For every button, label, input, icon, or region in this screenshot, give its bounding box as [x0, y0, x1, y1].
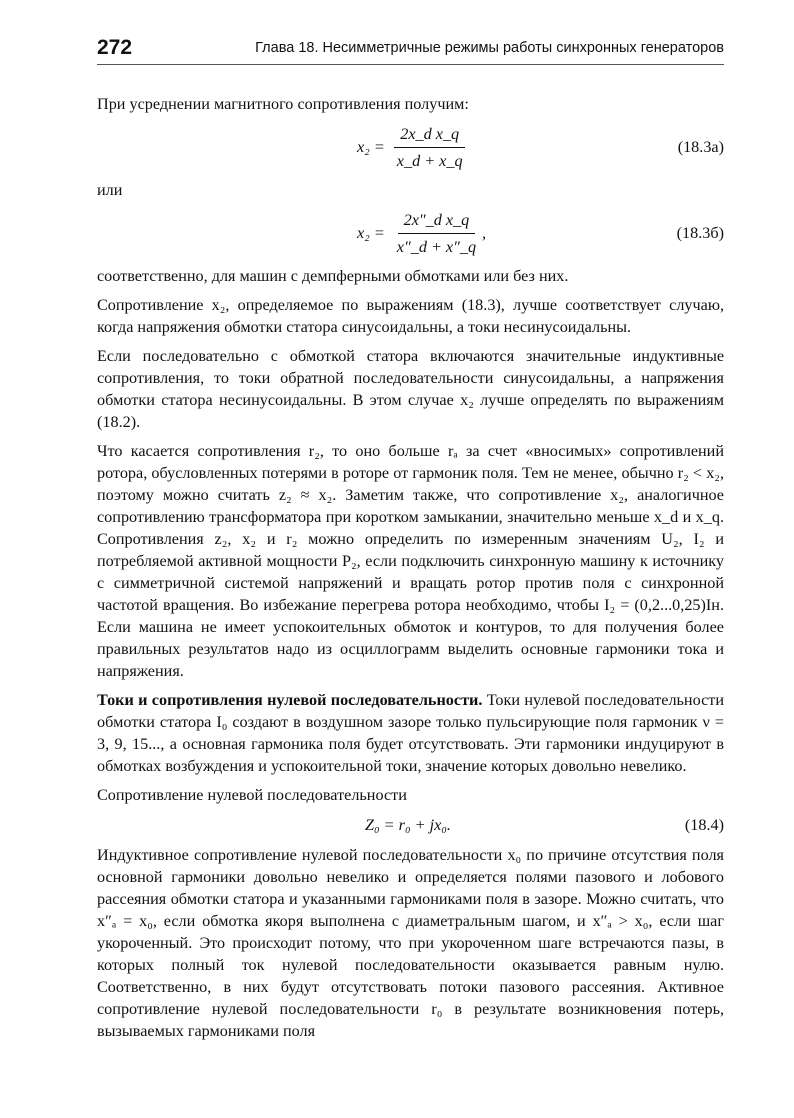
equation-18-3a-numerator: 2x_d x_q [394, 123, 465, 148]
paragraph-4: Что касается сопротивления r₂, то оно больше rₐ за счет «вносимых» сопротивлений ротора, обусловленных потерями в роторе от гармоник поля. Тем не менее, обычно r₂ < x₂, поэтому можно считать z₂ ≈ x₂. Заметим также, что сопротивление x₂, аналогичное сопротивлению трансформатора при коротком замыкании, значительно меньше x_d и x_q. Сопротивления z₂, x₂ и r₂ можно определить по измеренным значениям U₂, I₂ и потребляемой активной мощности P₂, если подключить синхронную машину к источнику с симметричной системой напряжений и вращать ротор против поля с синхронной частотой вращения. Во избежание перегрева ротора необходимо, чтобы I₂ = (0,2...0,25)Iн. Если машина не имеет успокоительных обмоток и контуров, то для получения более правильных результатов надо из осциллограмм выделить основные гармоники тока и напряжения. [97, 442, 724, 680]
paragraph-5-text: Токи нулевой последовательности обмотки статора I₀ создают в воздушном зазоре только пульсирующие поля гармоник ν = 3, 9, 15..., а основная гармоника поля будет отсутствовать. Эти гармоники индуцируют в обмотках возбуждения и успокоительной токи, значение которых довольно невелико. [97, 691, 725, 775]
equation-18-3a-denominator: x_d + x_q [396, 151, 463, 170]
paragraph-3: Если последовательно с обмоткой статора включаются значительные индуктивные сопротивления, то токи обратной последовательности синусоидальны, а напряжения обмотки статора несинусоидальны. В этом случае x₂ лучше определять по выражениям (18.2). [97, 347, 724, 431]
equation-18-3a-number: (18.3а) [677, 138, 724, 156]
equation-18-3b [97, 207, 724, 259]
paragraph-6: Сопротивление нулевой последовательности [97, 786, 407, 804]
equation-18-4-body: Z₀ = r₀ + jx₀. [365, 816, 451, 834]
page-number: 272 [97, 36, 133, 59]
paragraph-7: Индуктивное сопротивление нулевой последовательности x₀ по причине отсутствия поля основной гармоники довольно невелико и определяется полями пазового и лобового рассеяния обмотки статора и указанными гармониками поля в зазоре. Можно считать, что x″ₐ = x₀, если обмотка якоря выполнена с диаметральным шагом, и x″ₐ > x₀, если шаг укороченный. Это происходит потому, что при укороченном шаге встречаются пазы, в которых полный ток нулевой последовательности оказывается равным нулю. Соответственно, в них будут отсутствовать потоки пазового рассеяния. Активное сопротивление нулевой последовательности r₀ в результате возникновения потерь, вызываемых гармониками поля [97, 846, 724, 1040]
intro-paragraph: При усреднении магнитного сопротивления получим: [97, 95, 469, 113]
equation-18-3b-number: (18.3б) [676, 224, 724, 242]
equation-18-4 [97, 812, 724, 838]
equation-18-3b-numerator: 2x″_d x_q [398, 209, 476, 234]
section-heading: Токи и сопротивления нулевой последовательности. [97, 691, 483, 709]
or-word: или [97, 181, 123, 199]
paragraph-5 [97, 689, 724, 777]
page-body [97, 93, 724, 1049]
equation-18-3a-lhs: x₂ = [357, 138, 385, 156]
equation-18-3a-fraction [391, 123, 469, 172]
equation-18-3b-lhs: x₂ = [357, 224, 385, 242]
paragraph-2: Сопротивление x₂, определяемое по выражениям (18.3), лучше соответствует случаю, когда напряжения обмотки статора синусоидальны, а токи несинусоидальны. [97, 296, 724, 336]
running-title: Глава 18. Несимметричные режимы работы синхронных генераторов [255, 40, 724, 56]
equation-18-3b-suffix: , [482, 224, 487, 242]
page-header [97, 36, 724, 64]
equation-18-3a [97, 121, 724, 173]
equation-18-4-number: (18.4) [684, 816, 724, 834]
equation-18-3b-denominator: x″_d + x″_q [396, 237, 477, 256]
header-rule [97, 64, 724, 65]
paragraph-1: соответственно, для машин с демпферными обмотками или без них. [97, 267, 569, 285]
equation-18-3b-fraction [391, 209, 482, 258]
